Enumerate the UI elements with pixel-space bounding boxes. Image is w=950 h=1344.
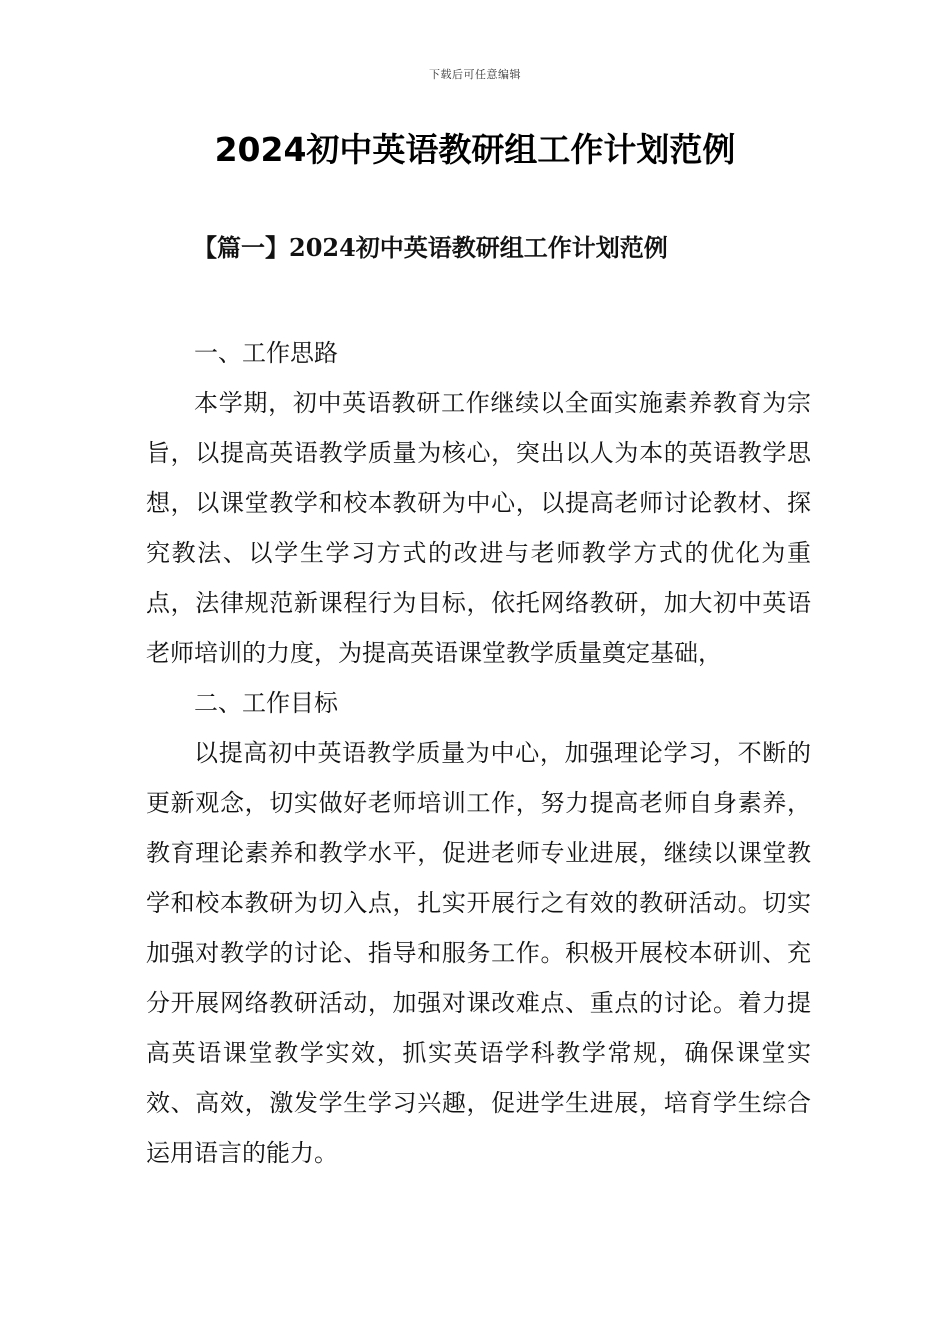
article-heading: 【篇一】2024初中英语教研组工作计划范例 — [193, 233, 668, 262]
paragraph-work-approach: 本学期，初中英语教研工作继续以全面实施素养教育为宗旨，以提高英语教学质量为核心，突出以人为本的英语教学思想，以课堂教学和校本教研为中心，以提高老师讨论教材、探究教法、以学生学习方式的改进与老师教学方式的优化为重点，法律规范新课程行为目标，依托网络教研，加大初中英语老师培训的力度，为提高英语课堂教学质量奠定基础， — [146, 389, 811, 667]
document-title: 2024初中英语教研组工作计划范例 — [214, 130, 736, 169]
document-body — [146, 328, 811, 1178]
header-note: 下载后可任意编辑 — [429, 68, 521, 81]
section-heading-work-approach: 一、工作思路 — [194, 339, 338, 367]
section-heading-work-goals: 二、工作目标 — [194, 689, 338, 717]
paragraph-work-goals: 以提高初中英语教学质量为中心，加强理论学习，不断的更新观念，切实做好老师培训工作，努力提高老师自身素养，教育理论素养和教学水平，促进老师专业进展，继续以课堂教学和校本教研为切入点，扎实开展行之有效的教研活动。切实加强对教学的讨论、指导和服务工作。积极开展校本研训、充分开展网络教研活动，加强对课改难点、重点的讨论。着力提高英语课堂教学实效，抓实英语学科教学常规，确保课堂实效、高效，激发学生学习兴趣，促进学生进展，培育学生综合运用语言的能力。 — [146, 739, 811, 1167]
